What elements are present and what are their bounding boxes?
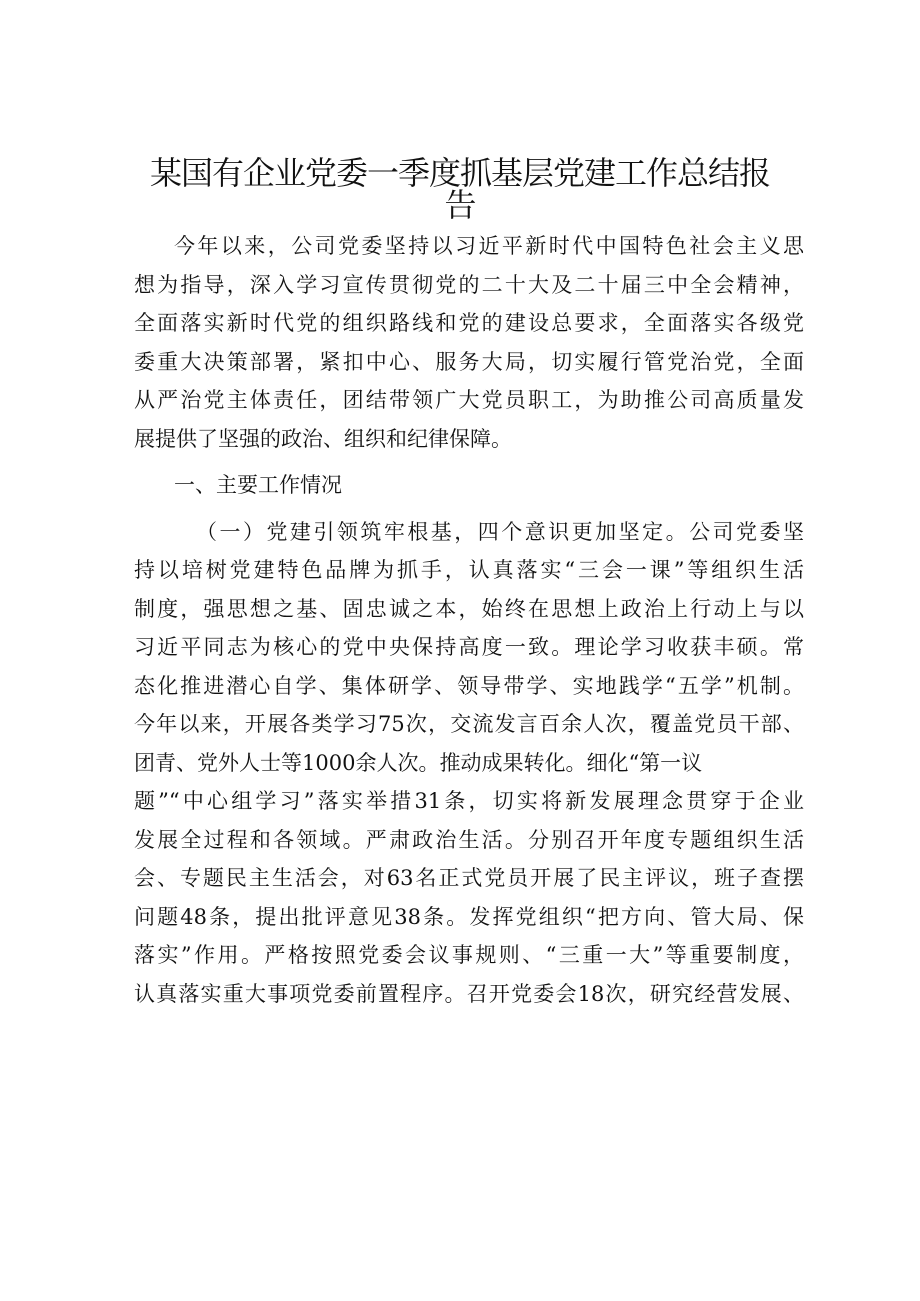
paragraph-line: 题”“中心组学习”落实举措31条，切实将新发展理念贯穿于企业 xyxy=(134,789,804,813)
document-body xyxy=(134,227,804,1013)
section-heading: 一、主要工作情况 xyxy=(174,473,342,497)
paragraph-line: 习近平同志为核心的党中央保持高度一致。理论学习收获丰硕。常 xyxy=(134,635,804,659)
paragraph-line: （一）党建引领筑牢根基，四个意识更加坚定。公司党委坚 xyxy=(196,519,804,544)
paragraph-line: 发展全过程和各领域。严肃政治生活。分别召开年度专题组织生活 xyxy=(134,827,804,852)
paragraph-line: 持以培树党建特色品牌为抓手，认真落实“三会一课”等组织生活 xyxy=(134,558,804,582)
paragraph-line: 落实”作用。严格按照党委会议事规则、“三重一大”等重要制度， xyxy=(134,943,804,967)
paragraph-line: 会、专题民主生活会，对63名正式党员开展了民主评议，班子查摆 xyxy=(134,866,804,890)
title-line-2: 告 xyxy=(444,186,476,224)
document-title xyxy=(150,154,771,224)
paragraph-line: 展提供了坚强的政治、组织和纪律保障。 xyxy=(134,426,512,451)
paragraph-line: 认真落实重大事项党委前置程序。召开党委会18次，研究经营发展、 xyxy=(134,981,804,1006)
paragraph-line: 委重大决策部署，紧扣中心、服务大局，切实履行管党治党，全面 xyxy=(134,349,804,374)
paragraph-line: 从严治党主体责任，团结带领广大党员职工，为助推公司高质量发 xyxy=(134,388,804,412)
paragraph-line: 制度，强思想之基、固忠诚之本，始终在思想上政治上行动上与以 xyxy=(134,596,804,621)
paragraph-line: 全面落实新时代党的组织路线和党的建设总要求，全面落实各级党 xyxy=(134,311,804,335)
title-line-1: 某国有企业党委一季度抓基层党建工作总结报 xyxy=(150,154,771,192)
paragraph-line: 问题48条，提出批评意见38条。发挥党组织“把方向、管大局、保 xyxy=(134,904,804,929)
paragraph-line: 态化推进潜心自学、集体研学、领导带学、实地践学“五学”机制。 xyxy=(134,673,804,698)
paragraph-line: 今年以来，开展各类学习75次，交流发言百余人次，覆盖党员干部、 xyxy=(134,712,804,736)
paragraph-line: 想为指导，深入学习宣传贯彻党的二十大及二十届三中全会精神， xyxy=(134,272,804,297)
paragraph-line: 团青、党外人士等1000余人次。推动成果转化。细化“第一议 xyxy=(134,750,703,775)
paragraph-line: 今年以来，公司党委坚持以习近平新时代中国特色社会主义思 xyxy=(174,234,804,258)
